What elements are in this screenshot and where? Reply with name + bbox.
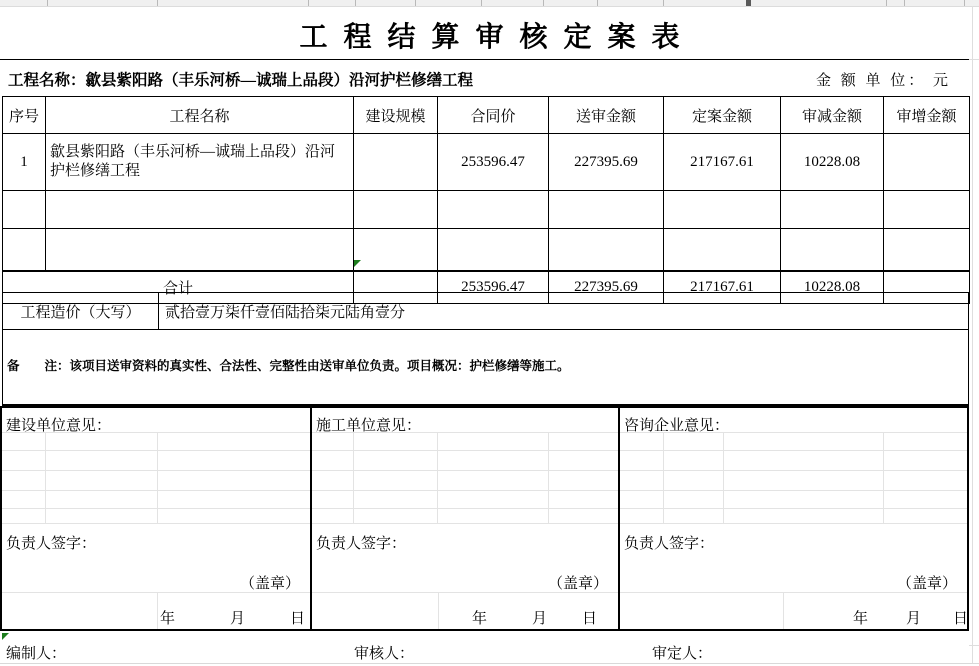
opinion-band <box>0 406 969 631</box>
opinion-label: 施工单位意见： <box>316 418 422 434</box>
grid-tick <box>47 0 48 6</box>
opinion-section-contractor[interactable] <box>312 408 618 629</box>
faint-gridline <box>969 59 979 60</box>
grid-tick-dark <box>746 0 751 6</box>
cell-increased[interactable] <box>884 191 970 229</box>
seal-label: （盖章） <box>896 576 957 592</box>
table-header-row <box>3 97 970 134</box>
cell-finalized[interactable] <box>664 229 781 272</box>
opinion-section-consulting-firm[interactable] <box>620 408 967 629</box>
grid-tick <box>308 0 309 6</box>
cell-increased[interactable] <box>884 134 970 191</box>
cell-scale[interactable] <box>354 134 438 191</box>
total-label-cell: 合计 <box>3 271 354 304</box>
cell-increased[interactable] <box>884 229 970 272</box>
cell-project-name[interactable] <box>46 229 354 272</box>
cell-contract-price[interactable] <box>438 191 549 229</box>
header-divider-line <box>0 59 969 60</box>
cell-submitted[interactable]: 227395.69 <box>549 271 664 304</box>
year-label: 年 <box>853 611 869 627</box>
col-header-seq: 序号 <box>3 97 46 134</box>
grid-tick <box>886 0 887 6</box>
cell-project-name[interactable] <box>46 191 354 229</box>
opinion-label: 建设单位意见： <box>6 418 112 434</box>
settlement-table <box>2 96 970 304</box>
cell-reduced[interactable]: 10228.08 <box>781 271 884 304</box>
cell-submitted[interactable]: 227395.69 <box>549 134 664 191</box>
month-label: 月 <box>230 611 246 627</box>
sign-label: 负责人签字： <box>624 536 715 552</box>
remark-row[interactable] <box>2 330 969 406</box>
table-row <box>3 229 970 272</box>
col-header-scale: 建设规模 <box>354 97 438 134</box>
cell-contract-price[interactable]: 253596.47 <box>438 134 549 191</box>
grid-tick <box>964 0 965 6</box>
seal-label: （盖章） <box>547 576 608 592</box>
cell-finalized[interactable] <box>664 191 781 229</box>
col-header-project-name: 工程名称 <box>46 97 354 134</box>
grid-tick <box>481 0 482 6</box>
opinion-section-construction-unit[interactable] <box>2 408 310 629</box>
preparer-label: 编制人： <box>6 646 67 662</box>
cell-submitted[interactable] <box>549 229 664 272</box>
amount-in-words-value[interactable]: 贰拾壹万柒仟壹佰陆拾柒元陆角壹分 <box>165 304 406 321</box>
col-header-finalized: 定案金额 <box>664 97 781 134</box>
cell-comment-marker <box>2 633 9 640</box>
cell-project-name[interactable]: 歙县紫阳路（丰乐河桥—诚瑞上品段）沿河护栏修缮工程 <box>46 134 354 191</box>
day-label: 日 <box>582 611 598 627</box>
col-header-increased: 审增金额 <box>884 97 970 134</box>
grid-tick <box>904 0 905 6</box>
cell-scale[interactable] <box>354 229 438 272</box>
approver-label: 审定人： <box>652 646 713 662</box>
col-header-contract-price: 合同价 <box>438 97 549 134</box>
grid-tick <box>543 0 544 6</box>
cell-scale[interactable] <box>354 191 438 229</box>
faint-gridline <box>969 645 979 646</box>
cell-comment-marker <box>354 260 361 267</box>
col-header-submitted: 送审金额 <box>549 97 664 134</box>
reviewer-label: 审核人： <box>354 646 415 662</box>
partial-row-strip <box>0 0 979 7</box>
grid-tick <box>157 0 158 6</box>
cell-reduced[interactable] <box>781 191 884 229</box>
remark-text: 备 注：该项目送审资料的真实性、合法性、完整性由送审单位负责。项目概况：护栏修缮等施工。 <box>7 359 570 373</box>
cell-contract-price[interactable] <box>438 229 549 272</box>
amount-unit-label: 金 额 单 位： 元 <box>815 73 951 89</box>
cell-seq[interactable] <box>3 191 46 229</box>
day-label: 日 <box>290 611 306 627</box>
cell-seq[interactable]: 1 <box>3 134 46 191</box>
cell-finalized[interactable]: 217167.61 <box>664 271 781 304</box>
month-label: 月 <box>532 611 548 627</box>
table-row <box>3 134 970 191</box>
faint-gridline <box>0 663 979 664</box>
faint-gridline <box>972 6 973 663</box>
amount-in-words-label: 工程造价（大写） <box>3 293 159 329</box>
cell-submitted[interactable] <box>549 191 664 229</box>
cell-seq[interactable] <box>3 229 46 272</box>
sign-label: 负责人签字： <box>6 536 97 552</box>
seal-label: （盖章） <box>239 576 300 592</box>
opinion-label: 咨询企业意见： <box>624 418 730 434</box>
project-name-line: 工程名称：歙县紫阳路（丰乐河桥—诚瑞上品段）沿河护栏修缮工程 <box>8 72 474 89</box>
cell-contract-price[interactable]: 253596.47 <box>438 271 549 304</box>
grid-tick <box>663 0 664 6</box>
table-row <box>3 191 970 229</box>
grid-tick <box>597 0 598 6</box>
amount-in-words-row <box>2 292 969 330</box>
year-label: 年 <box>160 611 176 627</box>
cell-finalized[interactable]: 217167.61 <box>664 134 781 191</box>
year-label: 年 <box>472 611 488 627</box>
sign-label: 负责人签字： <box>316 536 407 552</box>
grid-tick <box>415 0 416 6</box>
day-label: 日 <box>953 611 969 627</box>
cell-reduced[interactable] <box>781 229 884 272</box>
grid-tick <box>355 0 356 6</box>
page-title: 工程结算审核定案表 <box>299 22 696 53</box>
month-label: 月 <box>906 611 922 627</box>
col-header-reduced: 审减金额 <box>781 97 884 134</box>
cell-reduced[interactable]: 10228.08 <box>781 134 884 191</box>
